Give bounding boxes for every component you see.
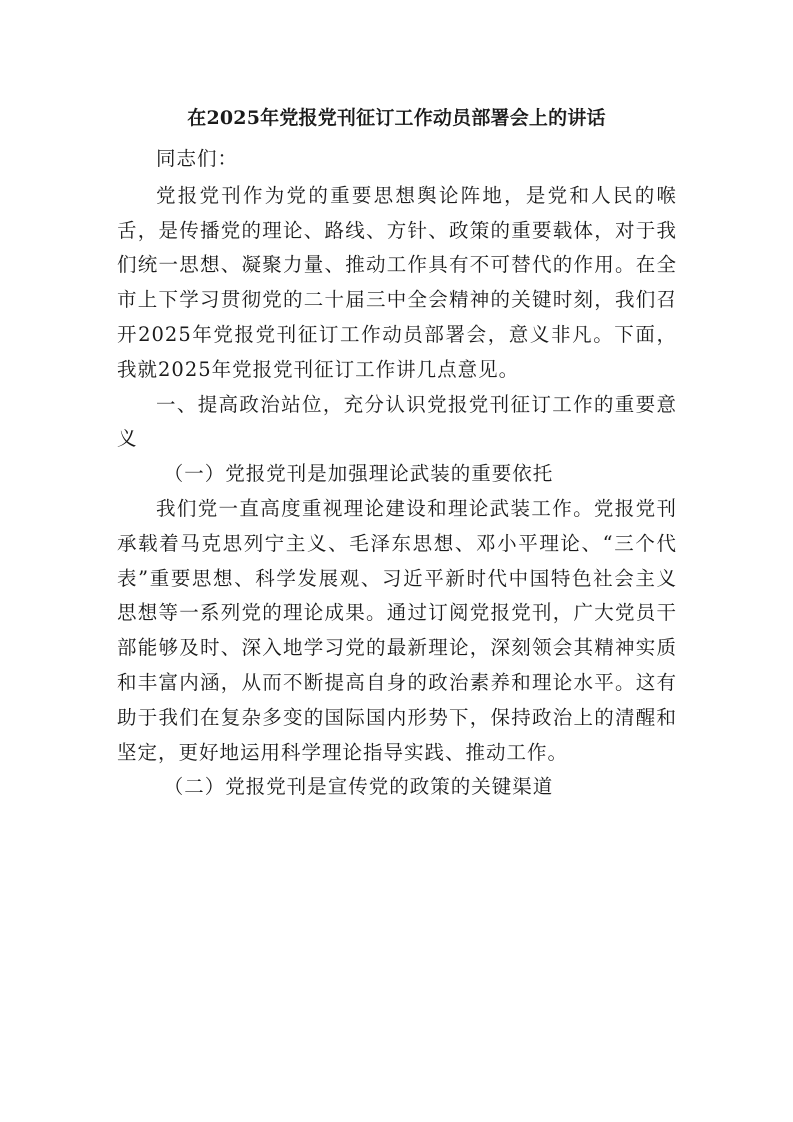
paragraph-intro: 党报党刊作为党的重要思想舆论阵地，是党和人民的喉舌，是传播党的理论、路线、方针、政策的重要载体，对于我们统一思想、凝聚力量、推动工作具有不可替代的作用。在全市上下学习贯彻党的二十届三中全会精神的关键时刻，我们召开2025年党报党刊征订工作动员部署会，意义非凡。下面，我就2025年党报党刊征订工作讲几点意见。	[117, 183, 677, 381]
heading-subsection-2: （二）党报党刊是宣传党的政策的关键渠道	[163, 775, 554, 799]
heading-subsection-1: （一）党报党刊是加强理论武装的重要依托	[163, 462, 554, 486]
document-title: 在2025年党报党刊征订工作动员部署会上的讲话	[187, 107, 606, 129]
paragraph-theory: 我们党一直高度重视理论建设和理论武装工作。党报党刊承载着马克思列宁主义、毛泽东思想、邓小平理论、“三个代表”重要思想、科学发展观、习近平新时代中国特色社会主义思想等一系列党的理论成果。通过订阅党报党刊，广大党员干部能够及时、深入地学习党的最新理论，深刻领会其精神实质和丰富内涵，从而不断提高自身的政治素养和理论水平。这有助于我们在复杂多变的国际国内形势下，保持政治上的清醒和坚定，更好地运用科学理论指导实践、推动工作。	[117, 496, 677, 764]
document-body	[117, 142, 677, 805]
salutation: 同志们：	[156, 147, 239, 170]
heading-section-1: 一、提高政治站位，充分认识党报党刊征订工作的重要意义	[117, 392, 677, 451]
